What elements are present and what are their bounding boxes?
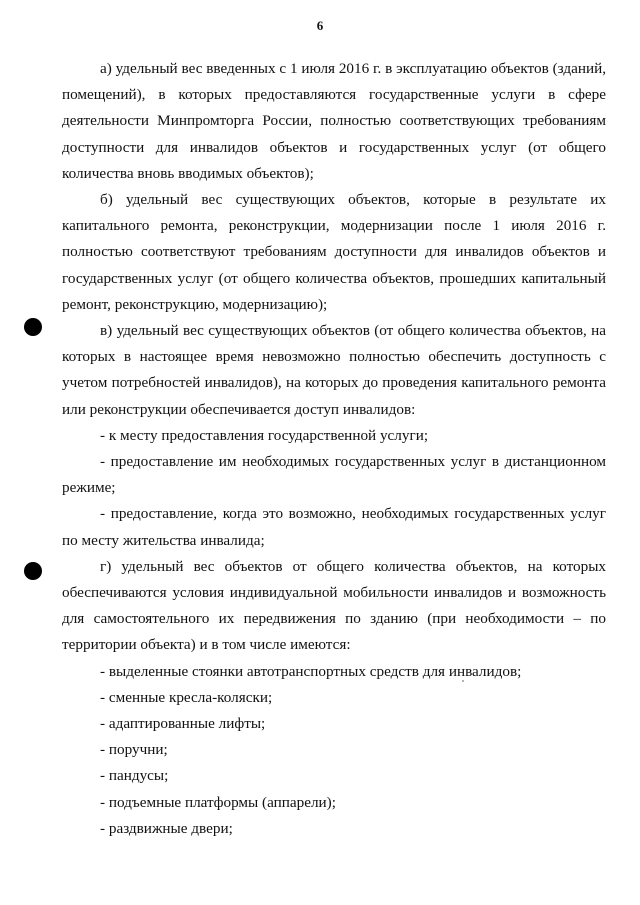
punch-hole-mark [24, 562, 42, 580]
list-item: - к месту предоставления государственной услуги; [100, 426, 429, 444]
list-item: - выделенные стоянки автотранспортных средств для инвалидов; [100, 662, 522, 680]
list-item: - адаптированные лифты; [100, 715, 266, 733]
paragraph-item-v: в) удельный вес существующих объектов (от общего количества объектов, на которых в настоящее время невозможно полностью обеспечить доступность с учетом потребностей инвалидов), на которых до проведения капитального ремонта или реконструкции обеспечивается доступ инвалидов: [62, 322, 606, 418]
paragraph-item-b: б) удельный вес существующих объектов, которые в результате их капитального ремонта, реконструкции, модернизации после 1 июля 2016 г. полностью соответствуют требованиям доступности для инвалидов объектов и государственных услуг (от общего количества объектов, прошедших капитальный ремонт, реконструкцию, модернизацию); [62, 191, 606, 313]
document-body [62, 56, 606, 842]
list-item: - поручни; [100, 741, 168, 759]
list-item: - пандусы; [100, 767, 169, 785]
punch-hole-mark [24, 318, 42, 336]
list-item: - раздвижные двери; [100, 819, 233, 837]
paragraph-item-a: а) удельный вес введенных с 1 июля 2016 г. в эксплуатацию объектов (зданий, помещений), в которых предоставляются государственные услуги в сфере деятельности Минпромторга России, полностью соответствующих требованиям доступности для инвалидов объектов и государственных услуг (от общего количества вновь вводимых объектов); [62, 60, 606, 182]
page-number: 6 [316, 18, 324, 33]
list-item: - сменные кресла-коляски; [100, 688, 273, 706]
list-item: - предоставление им необходимых государственных услуг в дистанционном режиме; [62, 453, 606, 497]
list-item: - предоставление, когда это возможно, необходимых государственных услуг по месту жительства инвалида; [62, 505, 606, 549]
paragraph-item-g: г) удельный вес объектов от общего количества объектов, на которых обеспечиваются условия индивидуальной мобильности инвалидов и возможность для самостоятельного их передвижения по зданию (при необходимости – по территории объекта) и в том числе имеются: [62, 557, 606, 654]
list-item: - подъемные платформы (аппарели); [100, 793, 336, 811]
